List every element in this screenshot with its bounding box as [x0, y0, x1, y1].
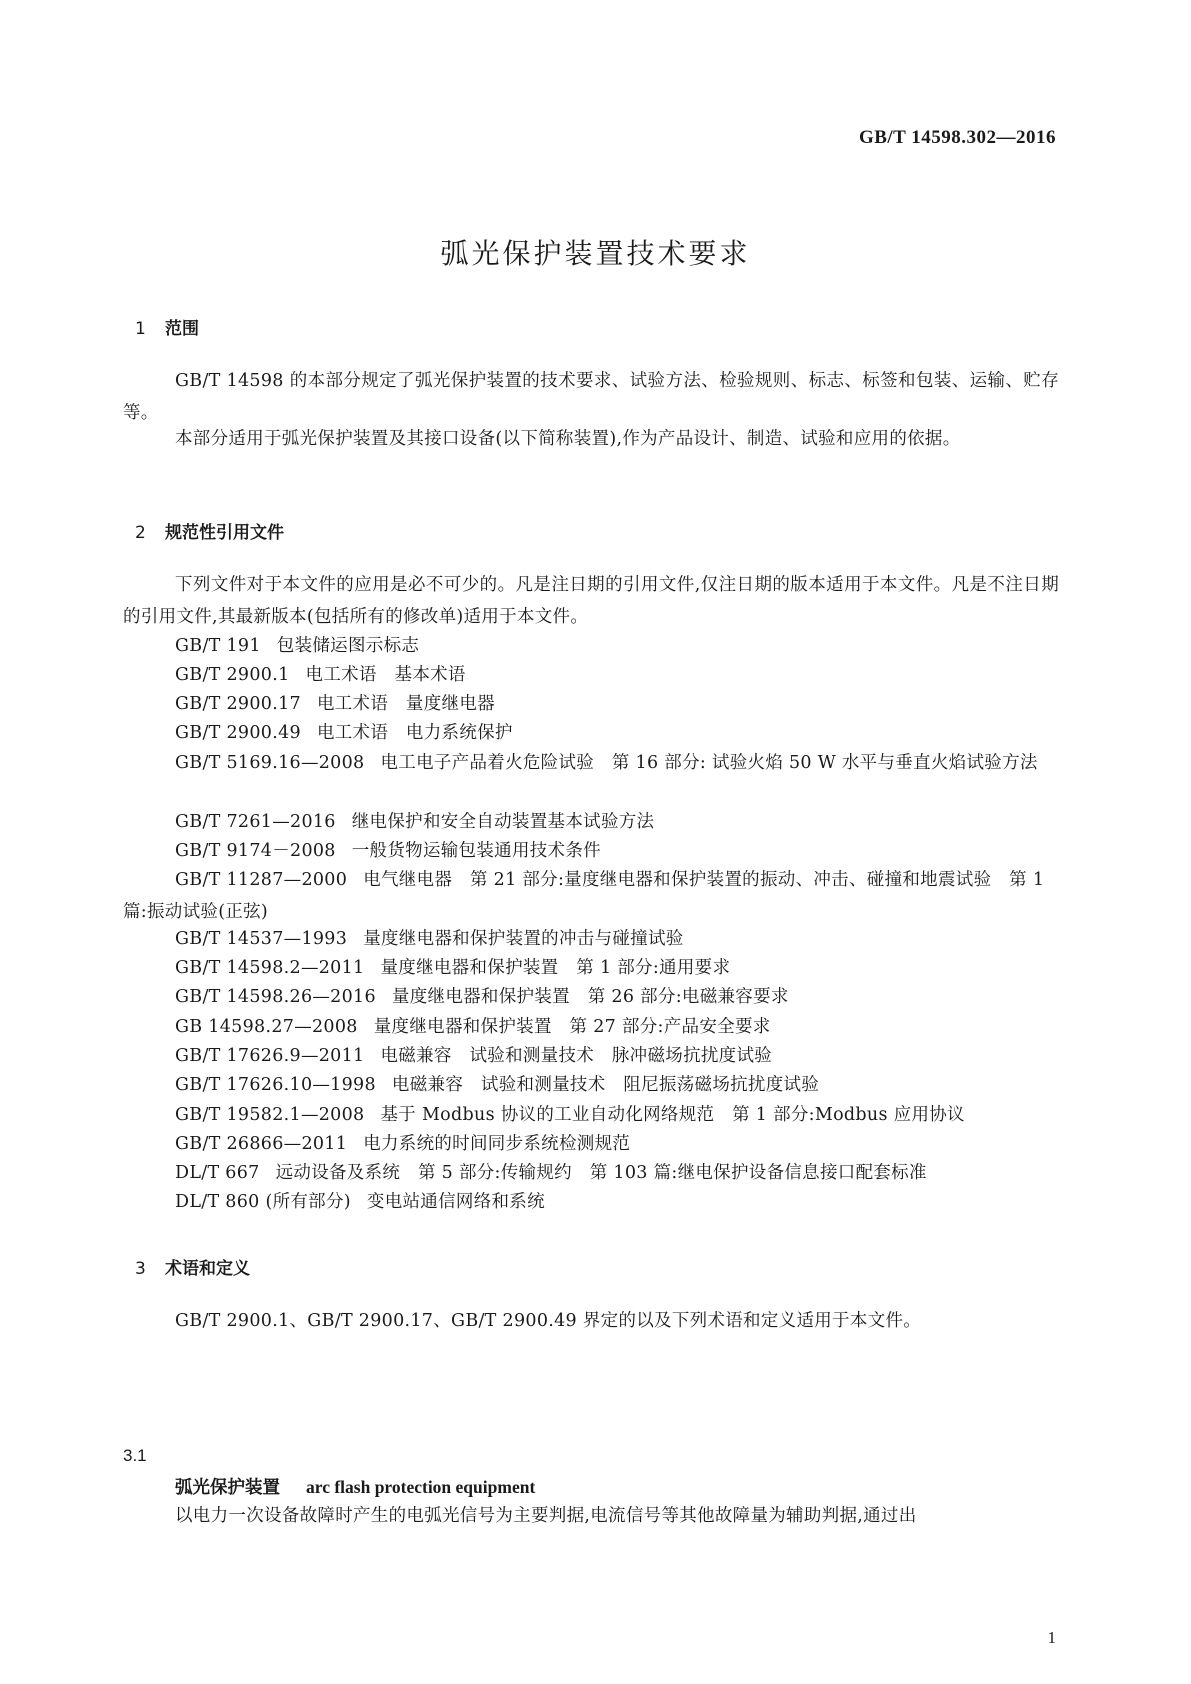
reference-item [123, 952, 1059, 984]
reference-code: GB/T 17626.10—1998 [175, 1075, 376, 1095]
reference-title: 电磁兼容 试验和测量技术 脉冲磁场抗扰度试验 [380, 1046, 773, 1066]
section-number: 3 [135, 1259, 146, 1279]
section-number: 1 [135, 319, 146, 339]
reference-item [123, 630, 1059, 662]
refs-intro: 下列文件对于本文件的应用是必不可少的。凡是注日期的引用文件,仅注日期的版本适用于本文件。凡是不注日期的引用文件,其最新版本(包括所有的修改单)适用于本文件。 [123, 575, 1059, 627]
reference-code: GB 14598.27—2008 [175, 1017, 358, 1037]
reference-code: DL/T 860 (所有部分) [175, 1192, 351, 1212]
section-title: 规范性引用文件 [165, 523, 284, 543]
reference-title: 量度继电器和保护装置的冲击与碰撞试验 [363, 929, 684, 949]
reference-title: 量度继电器和保护装置 第 26 部分:电磁兼容要求 [391, 987, 789, 1007]
reference-code: GB/T 5169.16—2008 [175, 753, 365, 773]
reference-item [123, 688, 1059, 720]
section-number: 2 [135, 523, 146, 543]
section-title: 范围 [165, 319, 199, 339]
reference-title: 电气继电器 第 21 部分:量度继电器和保护装置的振动、冲击、碰撞和地震试验 第 1 篇:振动试验(正弦) [123, 870, 1045, 922]
reference-item [123, 1069, 1059, 1101]
reference-title: 电磁兼容 试验和测量技术 阻尼振荡磁场抗扰度试验 [391, 1075, 820, 1095]
reference-code: GB/T 17626.9—2011 [175, 1046, 365, 1066]
section-2-heading [135, 518, 284, 543]
page-number: 1 [1047, 1628, 1056, 1647]
reference-title: 电工术语 量度继电器 [316, 694, 495, 714]
term-chinese: 弧光保护装置 [175, 1478, 280, 1498]
reference-code: GB/T 14598.2—2011 [175, 958, 365, 978]
reference-code: GB/T 26866—2011 [175, 1134, 348, 1154]
term-definition: 以电力一次设备故障时产生的电弧光信号为主要判据,电流信号等其他故障量为辅助判据,通过出 [175, 1506, 917, 1526]
reference-code: GB/T 19582.1—2008 [175, 1105, 365, 1125]
reference-title: 包装储运图示标志 [276, 636, 420, 656]
reference-code: GB/T 14537—1993 [175, 929, 348, 949]
reference-item [123, 923, 1059, 955]
reference-code: GB/T 7261—2016 [175, 812, 336, 832]
reference-title: 量度继电器和保护装置 第 1 部分:通用要求 [380, 958, 731, 978]
reference-item [123, 1011, 1059, 1043]
reference-item [123, 659, 1059, 691]
reference-item [123, 717, 1059, 749]
reference-title: 电工电子产品着火危险试验 第 16 部分: 试验火焰 50 W 水平与垂直火焰试验方法 [380, 753, 1038, 773]
reference-code: DL/T 667 [175, 1163, 260, 1183]
reference-title: 电工术语 电力系统保护 [316, 723, 513, 743]
term-number: 3.1 [123, 1446, 147, 1465]
reference-title: 远动设备及系统 第 5 部分:传输规约 第 103 篇:继电保护设备信息接口配套标准 [275, 1163, 927, 1183]
reference-item [123, 747, 1059, 779]
term-heading [175, 1474, 535, 1499]
reference-title: 电工术语 基本术语 [305, 665, 466, 685]
term-english: arc flash protection equipment [306, 1477, 536, 1497]
reference-title: 变电站通信网络和系统 [366, 1192, 545, 1212]
reference-item [123, 864, 1059, 928]
reference-code: GB/T 2900.1 [175, 665, 290, 685]
reference-item [123, 1040, 1059, 1072]
document-title: 弧光保护装置技术要求 [440, 237, 751, 270]
reference-code: GB/T 191 [175, 636, 261, 656]
reference-item [123, 1099, 1059, 1131]
reference-code: GB/T 9174－2008 [175, 841, 336, 861]
scope-paragraph-1: GB/T 14598 的本部分规定了弧光保护装置的技术要求、试验方法、检验规则、标志、标签和包装、运输、贮存等。 [123, 371, 1059, 423]
reference-title: 一般货物运输包装通用技术条件 [351, 841, 601, 861]
scope-paragraph-2: 本部分适用于弧光保护装置及其接口设备(以下简称装置),作为产品设计、制造、试验和应用的依据。 [175, 429, 961, 449]
reference-item [123, 981, 1059, 1013]
reference-title: 电力系统的时间同步系统检测规范 [363, 1134, 631, 1154]
terms-intro: GB/T 2900.1、GB/T 2900.17、GB/T 2900.49 界定的以及下列术语和定义适用于本文件。 [175, 1311, 922, 1331]
reference-item [123, 806, 1059, 838]
section-1-heading [135, 314, 199, 339]
section-3-heading [135, 1254, 250, 1279]
standard-code: GB/T 14598.302—2016 [858, 127, 1056, 148]
reference-code: GB/T 14598.26—2016 [175, 987, 376, 1007]
reference-code: GB/T 2900.17 [175, 694, 301, 714]
reference-item [123, 1186, 1059, 1218]
reference-code: GB/T 2900.49 [175, 723, 301, 743]
reference-item [123, 835, 1059, 867]
reference-code: GB/T 11287—2000 [175, 870, 348, 890]
reference-title: 基于 Modbus 协议的工业自动化网络规范 第 1 部分:Modbus 应用协议 [380, 1105, 965, 1125]
reference-title: 量度继电器和保护装置 第 27 部分:产品安全要求 [373, 1017, 771, 1037]
reference-item [123, 1157, 1059, 1189]
reference-item [123, 1128, 1059, 1160]
section-title: 术语和定义 [165, 1259, 250, 1279]
reference-title: 继电保护和安全自动装置基本试验方法 [351, 812, 655, 832]
